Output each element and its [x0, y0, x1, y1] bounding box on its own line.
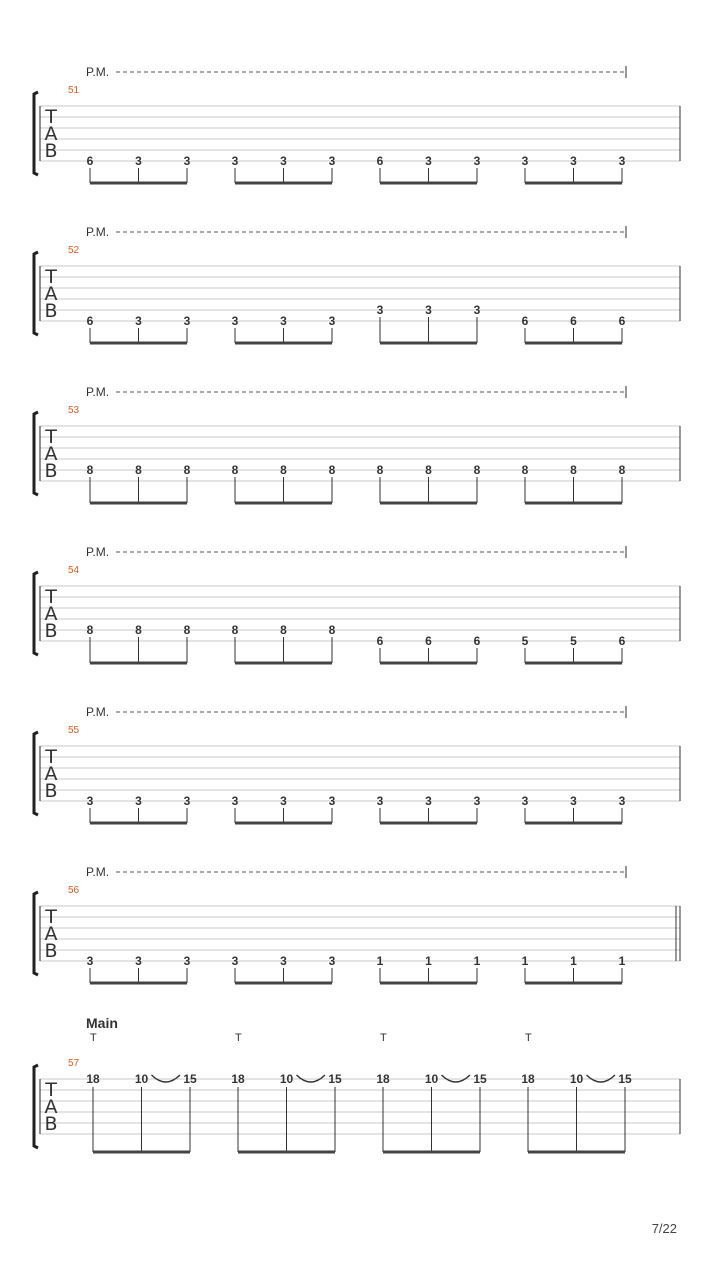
fret-number: 3	[280, 314, 287, 328]
fret-number: 3	[231, 314, 239, 328]
fret-number: 3	[135, 154, 142, 168]
fret-number: 3	[473, 303, 481, 317]
fret-number: 8	[280, 623, 287, 637]
fret-number: 3	[618, 794, 626, 808]
fret-number: 3	[570, 794, 577, 808]
tab-clef-letter: A	[44, 923, 58, 945]
staff-bracket	[34, 572, 38, 655]
measure-number: 55	[68, 725, 80, 736]
fret-number: 6	[521, 314, 529, 328]
fret-number: 10	[424, 1072, 439, 1086]
fret-number: 8	[521, 463, 529, 477]
tab-clef-letter: B	[44, 460, 58, 482]
staff-bracket	[34, 1065, 38, 1148]
tab-clef-letter: B	[44, 940, 58, 962]
palm-mute-label: P.M.	[86, 865, 110, 879]
fret-number: 1	[570, 954, 577, 968]
fret-number: 3	[376, 303, 384, 317]
palm-mute-label: P.M.	[86, 65, 110, 79]
fret-number: 5	[570, 634, 577, 648]
fret-number: 10	[134, 1072, 149, 1086]
tab-clef-letter: B	[44, 140, 58, 162]
fret-number: 10	[569, 1072, 584, 1086]
fret-number: 3	[231, 954, 239, 968]
fret-number: 6	[618, 314, 626, 328]
fret-number: 3	[473, 794, 481, 808]
measure-number: 54	[68, 565, 80, 576]
tab-clef-letter: B	[44, 780, 58, 802]
tab-clef-letter: B	[44, 1113, 58, 1135]
tab-clef-letter: T	[45, 906, 57, 928]
tab-clef-letter: T	[45, 426, 57, 448]
tab-clef-letter: B	[44, 620, 58, 642]
staff-bracket	[34, 252, 38, 335]
fret-number: 8	[328, 623, 336, 637]
tab-clef-letter: T	[45, 746, 57, 768]
fret-number: 3	[473, 154, 481, 168]
fret-number: 3	[570, 154, 577, 168]
fret-number: 5	[521, 634, 529, 648]
fret-number: 18	[376, 1072, 390, 1086]
fret-number: 3	[521, 154, 529, 168]
tab-clef-letter: T	[45, 106, 57, 128]
fret-number: 15	[328, 1072, 342, 1086]
fret-number: 1	[473, 954, 481, 968]
tab-clef-letter: T	[45, 586, 57, 608]
fret-number: 8	[183, 623, 191, 637]
measure-number: 52	[68, 245, 80, 256]
fret-number: 8	[231, 623, 239, 637]
fret-number: 3	[376, 794, 384, 808]
fret-number: 8	[425, 463, 432, 477]
fret-number: 3	[280, 794, 287, 808]
fret-number: 1	[521, 954, 529, 968]
tab-clef-letter: A	[44, 443, 58, 465]
fret-number: 18	[86, 1072, 100, 1086]
tab-clef-letter: B	[44, 300, 58, 322]
measure-number: 51	[68, 85, 80, 96]
fret-number: 3	[618, 154, 626, 168]
fret-number: 8	[280, 463, 287, 477]
measure-number: 56	[68, 885, 80, 896]
fret-number: 15	[618, 1072, 632, 1086]
fret-number: 3	[231, 154, 239, 168]
tap-mark: T	[235, 1032, 242, 1044]
fret-number: 3	[183, 154, 191, 168]
fret-number: 3	[328, 954, 336, 968]
fret-number: 8	[328, 463, 336, 477]
fret-number: 8	[376, 463, 384, 477]
tap-mark: T	[90, 1032, 97, 1044]
fret-number: 3	[135, 954, 142, 968]
fret-number: 15	[183, 1072, 197, 1086]
fret-number: 3	[425, 154, 432, 168]
measure-number: 57	[68, 1058, 80, 1069]
tab-clef-letter: A	[44, 1096, 58, 1118]
fret-number: 8	[570, 463, 577, 477]
fret-number: 1	[425, 954, 432, 968]
staff-bracket	[34, 412, 38, 495]
tab-clef-letter: T	[45, 1079, 57, 1101]
fret-number: 8	[183, 463, 191, 477]
fret-number: 3	[328, 154, 336, 168]
measure-number: 53	[68, 405, 80, 416]
palm-mute-label: P.M.	[86, 545, 110, 559]
fret-number: 3	[425, 794, 432, 808]
fret-number: 3	[183, 314, 191, 328]
fret-number: 6	[473, 634, 481, 648]
section-title: Main	[86, 1015, 118, 1031]
fret-number: 3	[86, 794, 94, 808]
fret-number: 6	[86, 314, 94, 328]
fret-number: 3	[280, 954, 287, 968]
fret-number: 6	[618, 634, 626, 648]
fret-number: 8	[231, 463, 239, 477]
fret-number: 3	[183, 794, 191, 808]
fret-number: 3	[280, 154, 287, 168]
fret-number: 3	[521, 794, 529, 808]
staff-bracket	[34, 892, 38, 975]
page-number: 7/22	[651, 1221, 677, 1236]
fret-number: 3	[183, 954, 191, 968]
fret-number: 10	[279, 1072, 294, 1086]
fret-number: 8	[135, 463, 142, 477]
fret-number: 8	[86, 463, 94, 477]
tab-clef-letter: A	[44, 603, 58, 625]
tab-clef-letter: T	[45, 266, 57, 288]
palm-mute-label: P.M.	[86, 705, 110, 719]
fret-number: 18	[231, 1072, 245, 1086]
fret-number: 3	[328, 794, 336, 808]
fret-number: 1	[618, 954, 626, 968]
tap-mark: T	[380, 1032, 387, 1044]
palm-mute-label: P.M.	[86, 225, 110, 239]
staff-bracket	[34, 92, 38, 175]
fret-number: 3	[135, 314, 142, 328]
fret-number: 6	[376, 154, 384, 168]
fret-number: 8	[473, 463, 481, 477]
fret-number: 8	[618, 463, 626, 477]
tap-mark: T	[525, 1032, 532, 1044]
tab-clef-letter: A	[44, 283, 58, 305]
fret-number: 6	[376, 634, 384, 648]
staff-bracket	[34, 732, 38, 815]
fret-number: 3	[328, 314, 336, 328]
fret-number: 8	[135, 623, 142, 637]
tab-clef-letter: A	[44, 763, 58, 785]
palm-mute-label: P.M.	[86, 385, 110, 399]
fret-number: 8	[86, 623, 94, 637]
fret-number: 1	[376, 954, 384, 968]
fret-number: 15	[473, 1072, 487, 1086]
fret-number: 3	[135, 794, 142, 808]
tab-clef-letter: A	[44, 123, 58, 145]
fret-number: 6	[86, 154, 94, 168]
fret-number: 3	[425, 303, 432, 317]
fret-number: 6	[570, 314, 577, 328]
fret-number: 18	[521, 1072, 535, 1086]
fret-number: 3	[86, 954, 94, 968]
fret-number: 6	[425, 634, 432, 648]
fret-number: 3	[231, 794, 239, 808]
